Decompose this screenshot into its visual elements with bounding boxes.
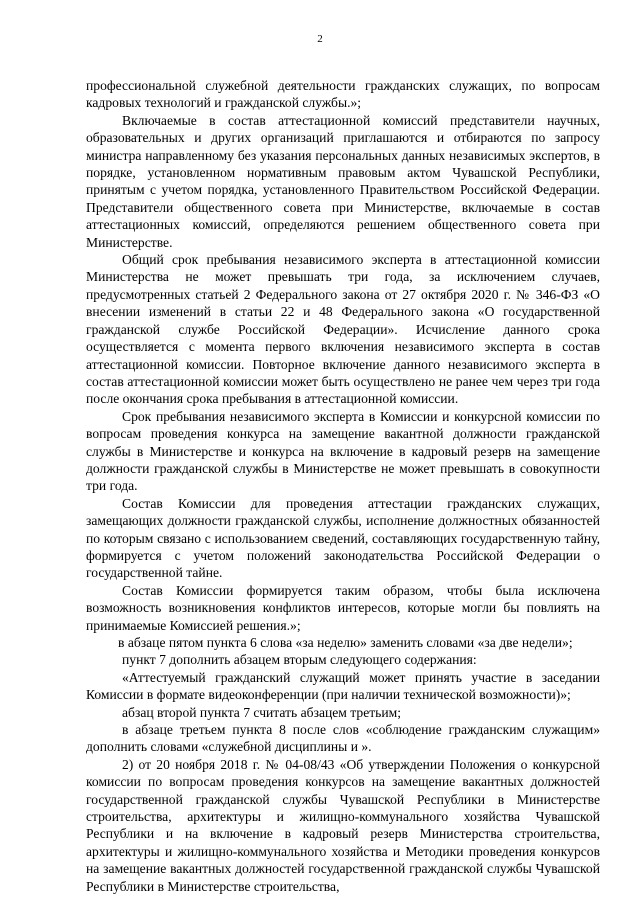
document-body [86, 77, 600, 895]
paragraph-experts-selection: Включаемые в состав аттестационной комиссий представители научных, образовательных и других организаций приглашаются и отбираются по запросу министра направленному без указания персональных данных независимых экспертов, в порядке, установленном нормативным правовым актом Чувашской Республики, принятым с учетом порядка, установленного Правительством Российской Федерации. Представители общественного совета при Министерстве, включаемые в состав аттестационных комиссий, определяются решением общественного совета при Министерстве. [86, 112, 600, 250]
paragraph-continuation: профессиональной служебной деятельности гражданских служащих, по вопросам кадровых технологий и гражданской службы.»; [86, 78, 600, 111]
paragraph-state-secret: Состав Комиссии для проведения аттестации гражданских служащих, замещающих должности гражданской службы, исполнение должностных обязанностей по которым связано с использованием сведений, составляющих государственную тайну, формируется с учетом положений законодательства Российской Федерации о государственной тайне. [86, 495, 600, 581]
paragraph-renumber: абзац второй пункта 7 считать абзацем третьим; [122, 704, 402, 720]
paragraph-conflict-of-interest: Состав Комиссии формируется таким образом, чтобы была исключена возможность возникновения конфликтов интересов, которые могли бы повлиять на принимаемые Комиссией решения.»; [86, 582, 600, 633]
paragraph-amendment-item-8: в абзаце третьем пункта 8 после слов «соблюдение гражданским служащим» дополнить словами «служебной дисциплины и ». [86, 722, 600, 755]
paragraph-expert-term-total: Срок пребывания независимого эксперта в Комиссии и конкурсной комиссии по вопросам проведения конкурса на замещение вакантной должности гражданской службы в Министерстве и конкурса на включение в кадровый резерв на замещение должности гражданской службы в Министерстве не может превышать в совокупности три года. [86, 408, 600, 494]
paragraph-order-2018: 2) от 20 ноября 2018 г. № 04-08/43 «Об утверждении Положения о конкурсной комиссии по вопросам проведения конкурсов на замещение вакантных должностей государственной гражданской службы Чувашской Республики в Министерстве строительства, архитектуры и жилищно-коммунального хозяйства Чувашской Республики и на включение в кадровый резерв Министерства строительства, архитектуры и жилищно-коммунального хозяйства и Методики проведения конкурсов на замещение вакантных должностей государственной гражданской службы Чувашской Республики в Министерстве строительства, [86, 756, 600, 894]
paragraph-amendment-item-7: пункт 7 дополнить абзацем вторым следующего содержания: [122, 652, 477, 668]
paragraph-amendment-item-6: в абзаце пятом пункта 6 слова «за неделю» заменить словами «за две недели»; [118, 635, 573, 650]
paragraph-expert-term: Общий срок пребывания независимого эксперта в аттестационной комиссии Министерства не может превышать три года, за исключением случаев, предусмотренных статьей 2 Федерального закона от 27 октября 2020 г. № 346-ФЗ «О внесении изменений в статьи 22 и 48 Федерального закона «О государственной гражданской службе Российской Федерации». Исчисление данного срока осуществляется с момента первого включения независимого эксперта в состав аттестационной комиссии. Повторное включение данного независимого эксперта в состав аттестационной комиссии может быть осуществлено не ранее чем через три года после окончания срока пребывания в аттестационной комиссии. [86, 252, 600, 407]
page-number: 2 [317, 33, 323, 45]
paragraph-videoconference: «Аттестуемый гражданский служащий может принять участие в заседании Комиссии в формате видеоконференции (при наличии технической возможности)»; [86, 669, 600, 703]
